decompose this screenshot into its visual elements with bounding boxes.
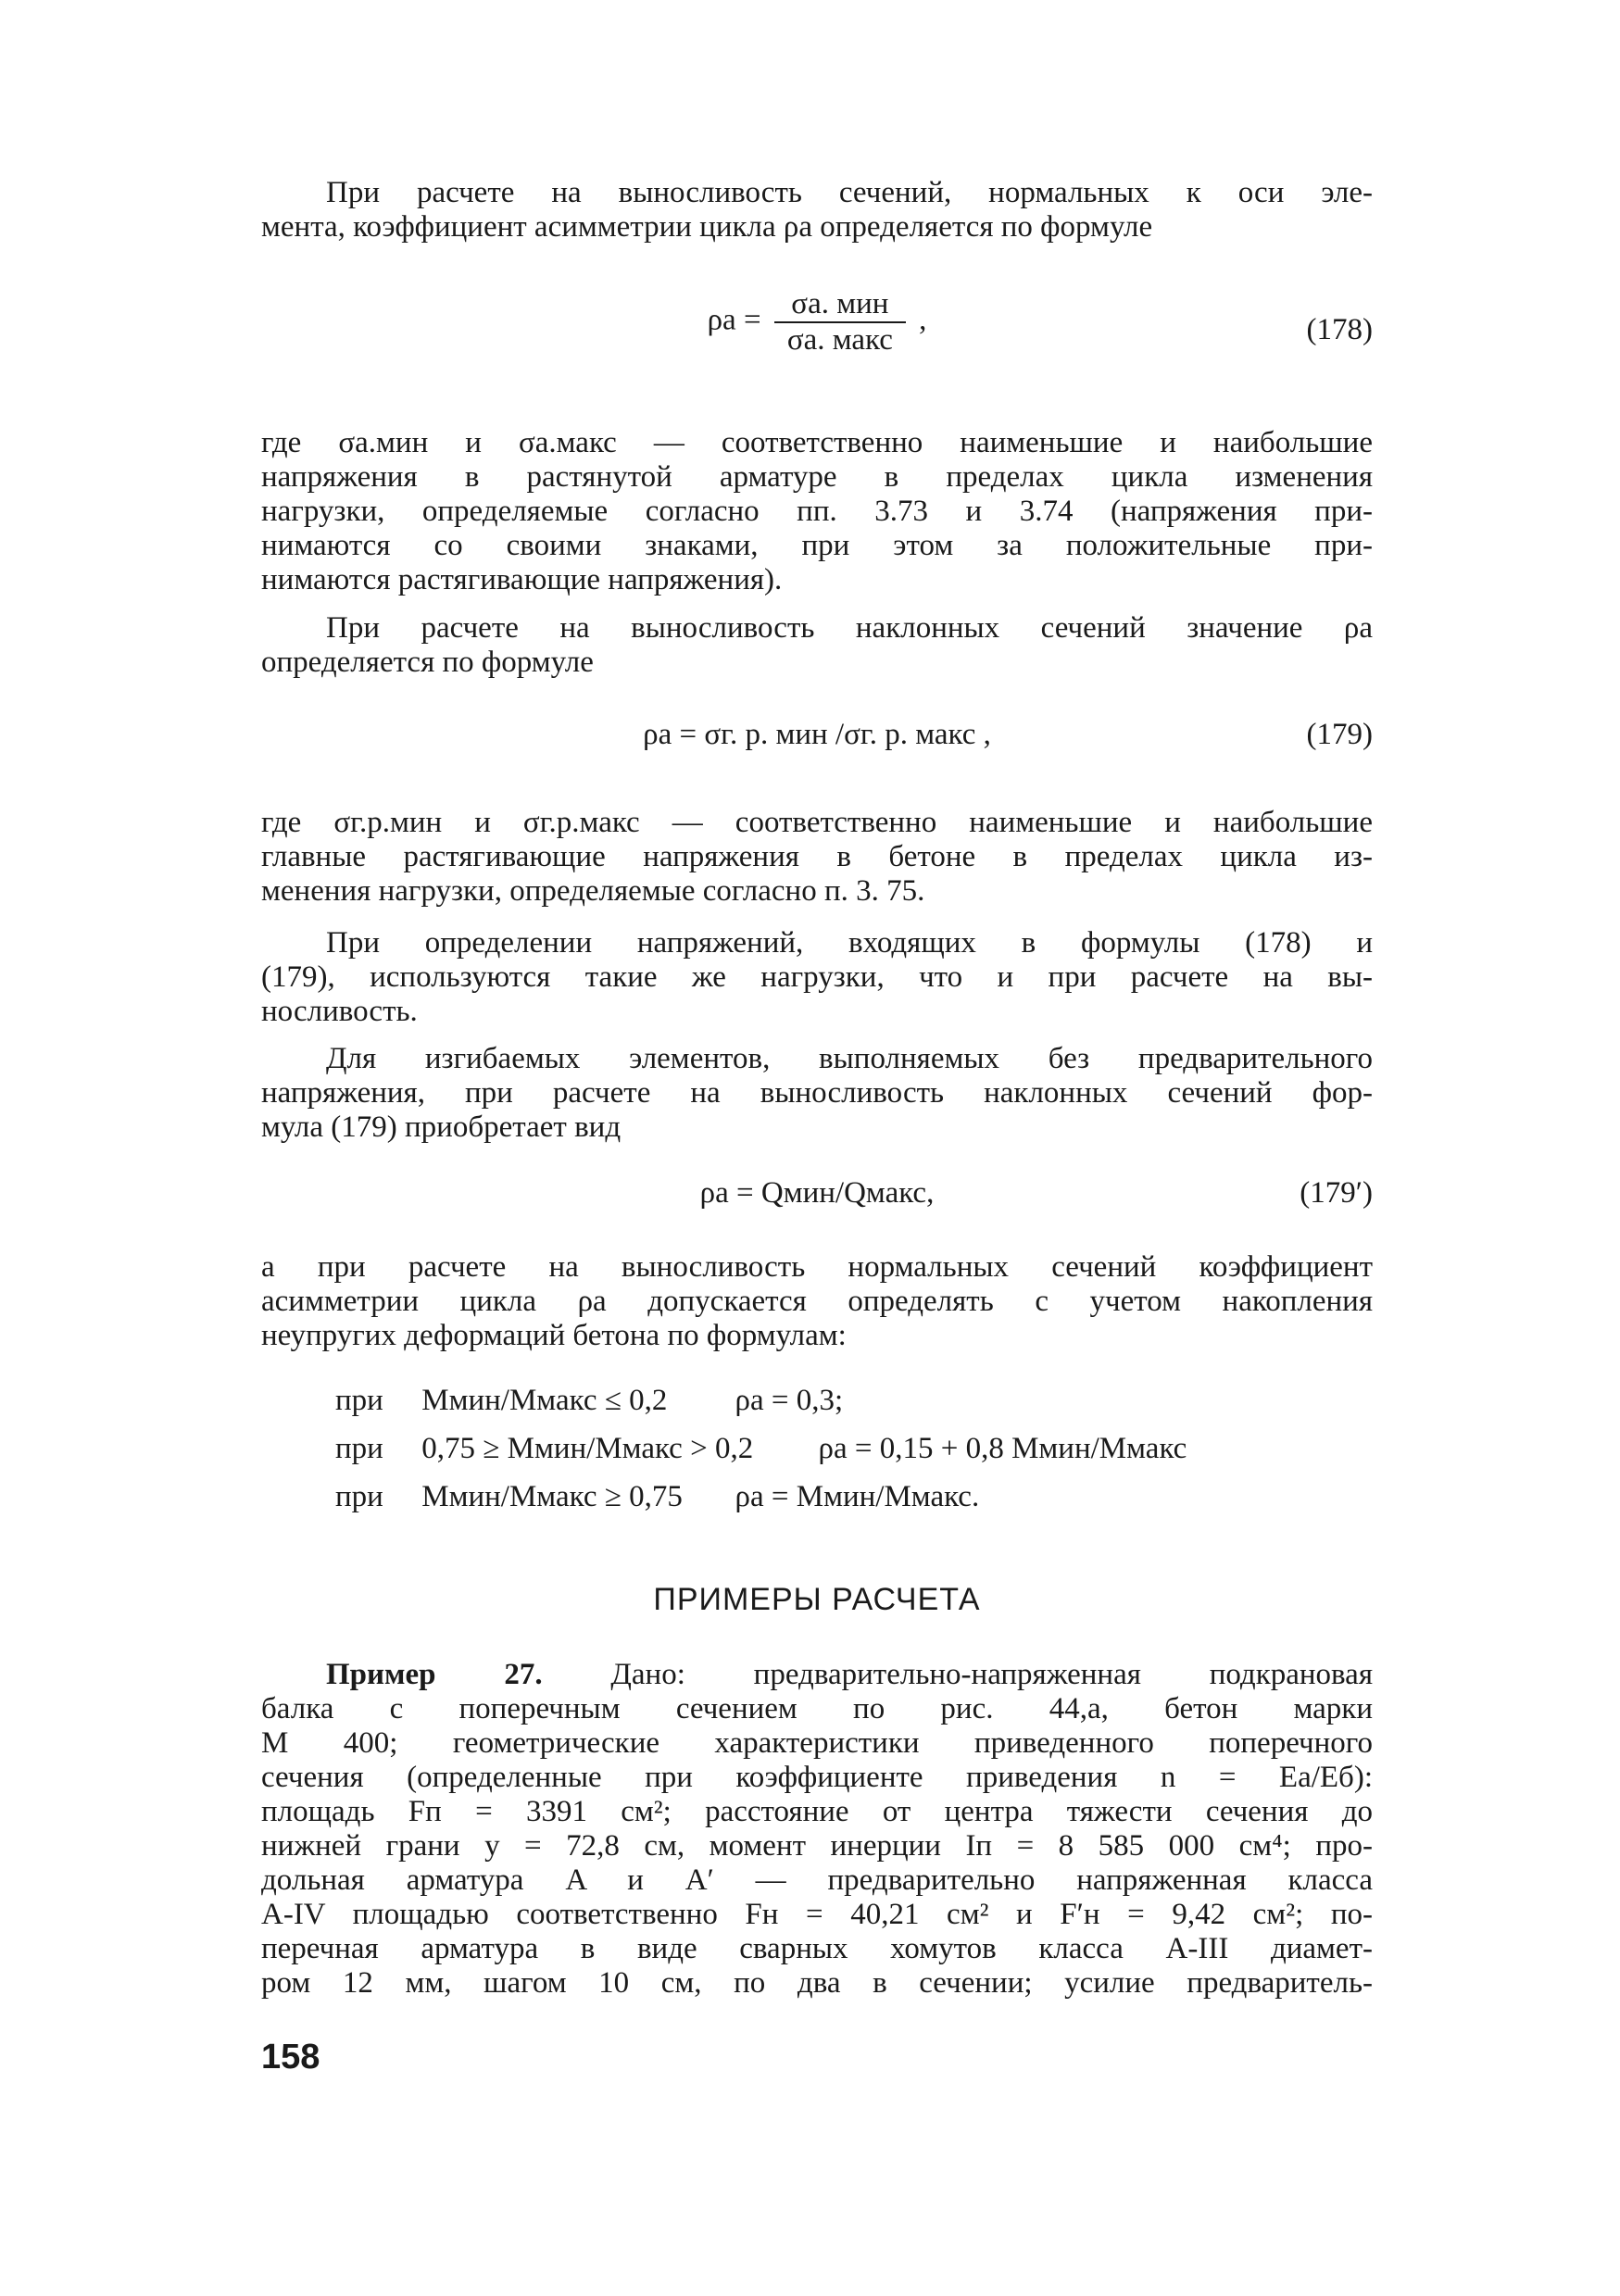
condition-result: ρа = 0,3;	[735, 1384, 844, 1417]
example-label: Пример 27.	[326, 1658, 543, 1691]
text-line: (179), используются такие же нагрузки, что и при расчете на вы-	[261, 960, 1373, 994]
page-number: 158	[261, 2038, 320, 2076]
text-line: определяется по формуле	[261, 646, 594, 679]
text-line: напряжения, при расчете на выносливость наклонных сечений фор-	[261, 1076, 1373, 1110]
text-line: нимаются растягивающие напряжения).	[261, 563, 783, 596]
text-line: нимаются со своими знаками, при этом за положительные при-	[261, 529, 1373, 562]
text-line: неупругих деформаций бетона по формулам:	[261, 1319, 847, 1352]
text-line: площадь Fп = 3391 см²; расстояние от центра тяжести сечения до	[261, 1795, 1373, 1828]
equation-number: (178)	[1306, 313, 1373, 346]
equation-number: (179)	[1306, 718, 1373, 751]
formula-179-prime	[261, 1176, 1373, 1223]
text-line: A-IV площадью соответственно Fн = 40,21 см² и F′н = 9,42 см²; по-	[261, 1898, 1373, 1931]
text-line: напряжения в растянутой арматуре в пределах цикла изменения	[261, 460, 1373, 494]
equation-number: (179′)	[1300, 1176, 1373, 1210]
fraction-numerator: σа. мин	[774, 287, 906, 323]
fraction	[774, 287, 906, 358]
condition-inequality: Mмин/Mмакс ≥ 0,75	[421, 1480, 683, 1513]
text-line: менения нагрузки, определяемые согласно п. 3. 75.	[261, 874, 925, 908]
condition-result: ρа = 0,15 + 0,8 Mмин/Mмакс	[818, 1432, 1187, 1465]
text-line: Для изгибаемых элементов, выполняемых без предварительного	[326, 1042, 1373, 1075]
condition-row	[335, 1382, 843, 1419]
text-line: главные растягивающие напряжения в бетоне в пределах цикла из-	[261, 840, 1373, 873]
formula-179	[261, 718, 1373, 764]
example-text: Дано: предварительно-напряженная подкрановая	[610, 1658, 1374, 1691]
text-line: При определении напряжений, входящих в формулы (178) и	[326, 926, 1373, 960]
text-line: мента, коэффициент асимметрии цикла ρа определяется по формуле	[261, 210, 1153, 244]
formula-expression: ρа = Qмин/Qмакс,	[699, 1176, 935, 1210]
text-line: нижней грани y = 72,8 см, момент инерции Iп = 8 585 000 см⁴; про-	[261, 1829, 1373, 1863]
paragraph-bending	[261, 1042, 1373, 1145]
text-line: При расчете на выносливость сечений, нормальных к оси эле-	[326, 176, 1373, 209]
text-line: асимметрии цикла ρа допускается определять с учетом накопления	[261, 1285, 1373, 1318]
condition-row	[335, 1478, 979, 1515]
condition-word: при	[335, 1384, 383, 1417]
text-line: При расчете на выносливость наклонных сечений значение ρа	[326, 611, 1373, 645]
condition-row	[335, 1430, 1187, 1467]
text-line: носливость.	[261, 995, 418, 1028]
paragraph-loads	[261, 926, 1373, 1029]
text-line: балка с поперечным сечением по рис. 44,а, бетон марки	[261, 1692, 1373, 1725]
text-line: где σа.мин и σа.макс — соответственно наименьшие и наибольшие	[261, 426, 1373, 459]
formula-tail: ,	[919, 303, 927, 337]
formula-expression: ρа = σг. р. мин /σг. р. макс ,	[643, 718, 991, 751]
text-line: где σг.р.мин и σг.р.макс — соответственно наименьшие и наибольшие	[261, 806, 1373, 839]
text-line: ром 12 мм, шагом 10 см, по два в сечении; усилие предваритель-	[261, 1966, 1373, 2000]
fraction-denominator: σа. макс	[786, 323, 893, 357]
text-line: перечная арматура в виде сварных хомутов класса A-III диамет-	[261, 1932, 1373, 1965]
text-line: М 400; геометрические характеристики приведенного поперечного	[261, 1726, 1373, 1760]
paragraph-intro	[261, 176, 1373, 245]
paragraph-inclined	[261, 611, 1373, 680]
formula-178	[261, 287, 1373, 380]
paragraph-definitions-178	[261, 426, 1373, 597]
paragraph-definitions-179	[261, 806, 1373, 909]
text-line: нагрузки, определяемые согласно пп. 3.73 и 3.74 (напряжения при-	[261, 495, 1373, 528]
text-line: дольная арматура A и A′ — предварительно напряженная класса	[261, 1863, 1373, 1897]
example-paragraph	[261, 1658, 1373, 2001]
text-line: сечения (определенные при коэффициенте приведения n = Eа/Eб):	[261, 1761, 1373, 1794]
condition-word: при	[335, 1432, 383, 1465]
condition-inequality: Mмин/Mмакс ≤ 0,2	[421, 1384, 668, 1417]
text-line: а при расчете на выносливость нормальных сечений коэффициент	[261, 1250, 1373, 1284]
text-line	[261, 1658, 1373, 1692]
section-heading: ПРИМЕРЫ РАСЧЕТА	[653, 1582, 981, 1617]
formula-lhs: ρа =	[707, 303, 761, 337]
paragraph-normal-sections	[261, 1250, 1373, 1353]
condition-result: ρа = Mмин/Mмакс.	[735, 1480, 980, 1513]
condition-inequality: 0,75 ≥ Mмин/Mмакс > 0,2	[421, 1432, 754, 1465]
condition-word: при	[335, 1480, 383, 1513]
text-line: мула (179) приобретает вид	[261, 1110, 622, 1144]
